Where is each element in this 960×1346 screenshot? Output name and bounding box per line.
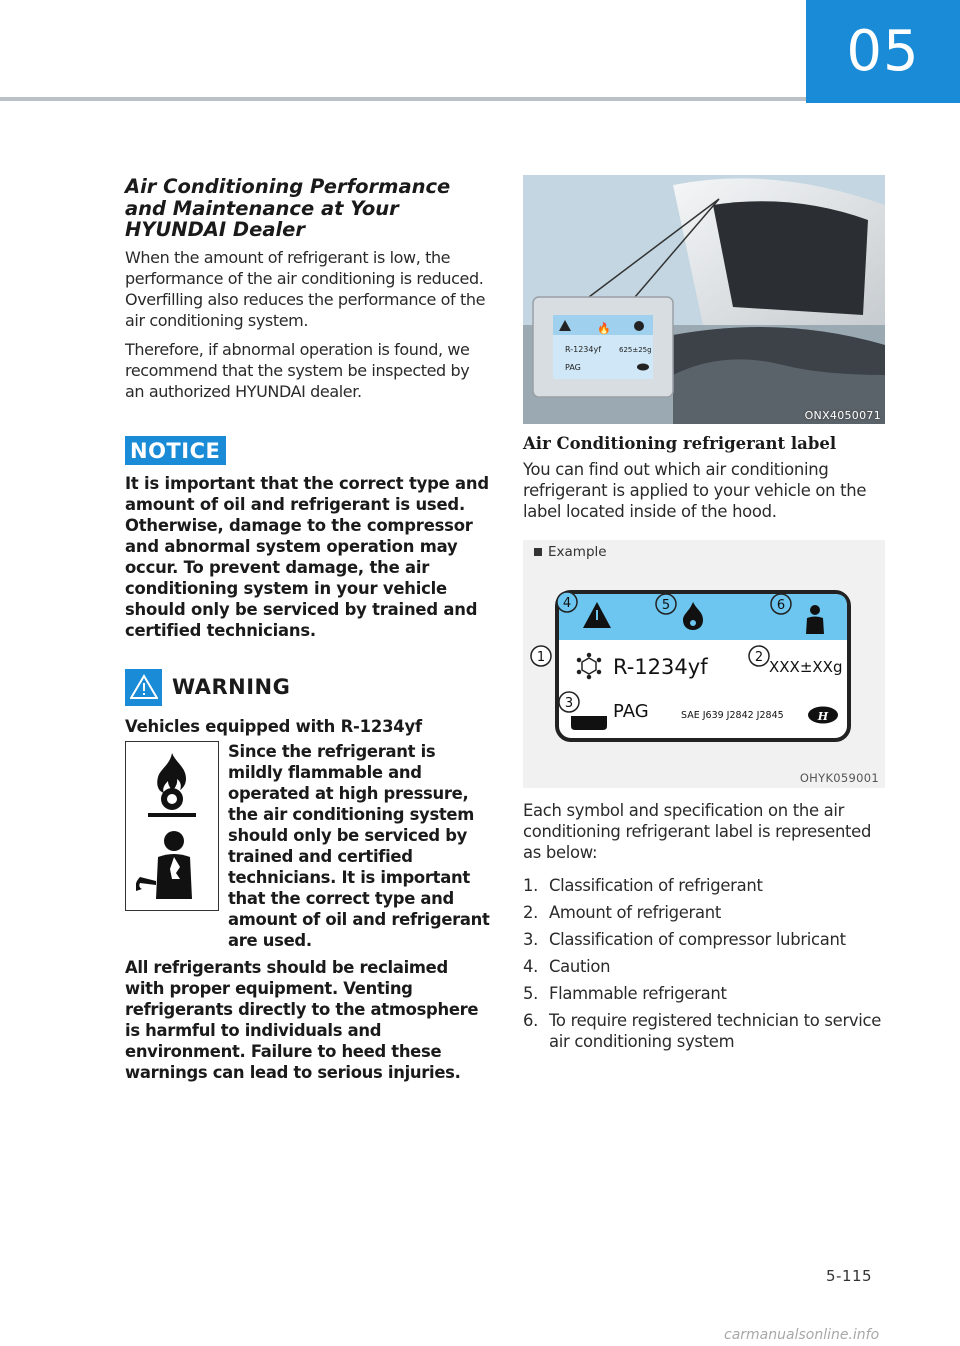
marker-5: 5 — [661, 598, 671, 613]
refrigerant-label-text: You can find out which air conditioning refrigerant is applied to your vehicle on the label located inside of the hood. — [523, 460, 867, 521]
notice-badge: NOTICE — [125, 436, 226, 465]
example-refrigerant: R-1234yf — [613, 655, 708, 679]
section-title: Air Conditioning Performance and Maintenance at Your HYUNDAI Dealer — [125, 175, 451, 241]
square-bullet-icon — [534, 548, 542, 556]
notice-text: It is important that the correct type and amount of oil and refrigerant is used. Otherwise, damage to the compressor and abnormal system operation may occur. To prevent damage, the air conditioning system in your vehicle should only be serviced by trained and certified technicians. — [125, 473, 489, 640]
left-column — [125, 176, 490, 1083]
photo-label-text-3: PAG — [565, 363, 581, 372]
chapter-tab — [806, 0, 960, 103]
right-column — [523, 175, 885, 1052]
refrigerant-label-diagram — [523, 540, 885, 788]
marker-4: 4 — [562, 596, 572, 611]
photo-code: ONX4050071 — [804, 409, 881, 422]
example-code: OHYK059001 — [799, 771, 879, 785]
example-amount: XXX±XXg — [769, 658, 843, 676]
warning-pictogram — [125, 741, 219, 911]
hood-photo — [523, 175, 885, 424]
list-item: 6. To require registered technician to service air conditioning system — [523, 1011, 882, 1051]
section-paragraph: When the amount of refrigerant is low, the performance of the air conditioning is reduced. Overfilling also reduces the performance of the air conditioning system. — [125, 247, 486, 330]
example-label-text: Example — [548, 544, 607, 560]
list-item: 5. Flammable refrigerant — [523, 984, 727, 1003]
svg-text:🔥: 🔥 — [597, 322, 611, 335]
marker-3: 3 — [564, 696, 574, 711]
photo-label-text-1: R-1234yf — [565, 345, 602, 354]
spec-intro: Each symbol and specification on the air conditioning refrigerant label is represented as below: — [523, 801, 872, 862]
warning-header — [125, 669, 490, 706]
warning-triangle-icon — [125, 669, 162, 706]
example-label — [534, 544, 607, 560]
technician-icon — [136, 827, 208, 903]
warning-title: WARNING — [172, 675, 291, 699]
warning-tail-text: All refrigerants should be reclaimed with proper equipment. Venting refrigerants directly to the atmosphere is harmful to individuals and environment. Failure to heed these warnings can lead to serious injuries. — [125, 957, 479, 1082]
list-item: 3. Classification of compressor lubricant — [523, 930, 846, 949]
section-paragraph: Therefore, if abnormal operation is found, we recommend that the system be inspected by an authorized HYUNDAI dealer. — [125, 339, 470, 401]
svg-text:H: H — [817, 710, 829, 723]
list-item: 4. Caution — [523, 957, 611, 976]
list-item: 2. Amount of refrigerant — [523, 903, 721, 922]
spec-list — [523, 875, 885, 1052]
example-standards: SAE J639 J2842 J2845 — [681, 710, 784, 721]
example-figure — [523, 540, 885, 788]
example-lubricant: PAG — [613, 701, 649, 722]
marker-2: 2 — [754, 650, 764, 665]
hood-photo-illustration — [523, 175, 885, 424]
marker-1: 1 — [536, 650, 546, 665]
warning-side-text: Since the refrigerant is mildly flammable and operated at high pressure, the air conditioning system should only be serviced by trained and certified technicians. It is important that the correct type and amount of oil and refrigerant are used. — [228, 741, 490, 950]
warning-box — [125, 741, 490, 951]
header-rule — [0, 97, 806, 101]
refrigerant-label-title: Air Conditioning refrigerant label — [523, 434, 837, 453]
list-item: 1. Classification of refrigerant — [523, 876, 763, 895]
page-number: 5-115 — [826, 1267, 873, 1285]
warning-subtitle: Vehicles equipped with R-1234yf — [125, 716, 422, 736]
photo-label-text-2: 625±25g — [619, 346, 652, 354]
marker-6: 6 — [776, 598, 786, 613]
watermark: carmanualsonline.info — [724, 1327, 880, 1343]
chapter-number: 05 — [846, 19, 920, 84]
flame-icon — [142, 749, 202, 821]
